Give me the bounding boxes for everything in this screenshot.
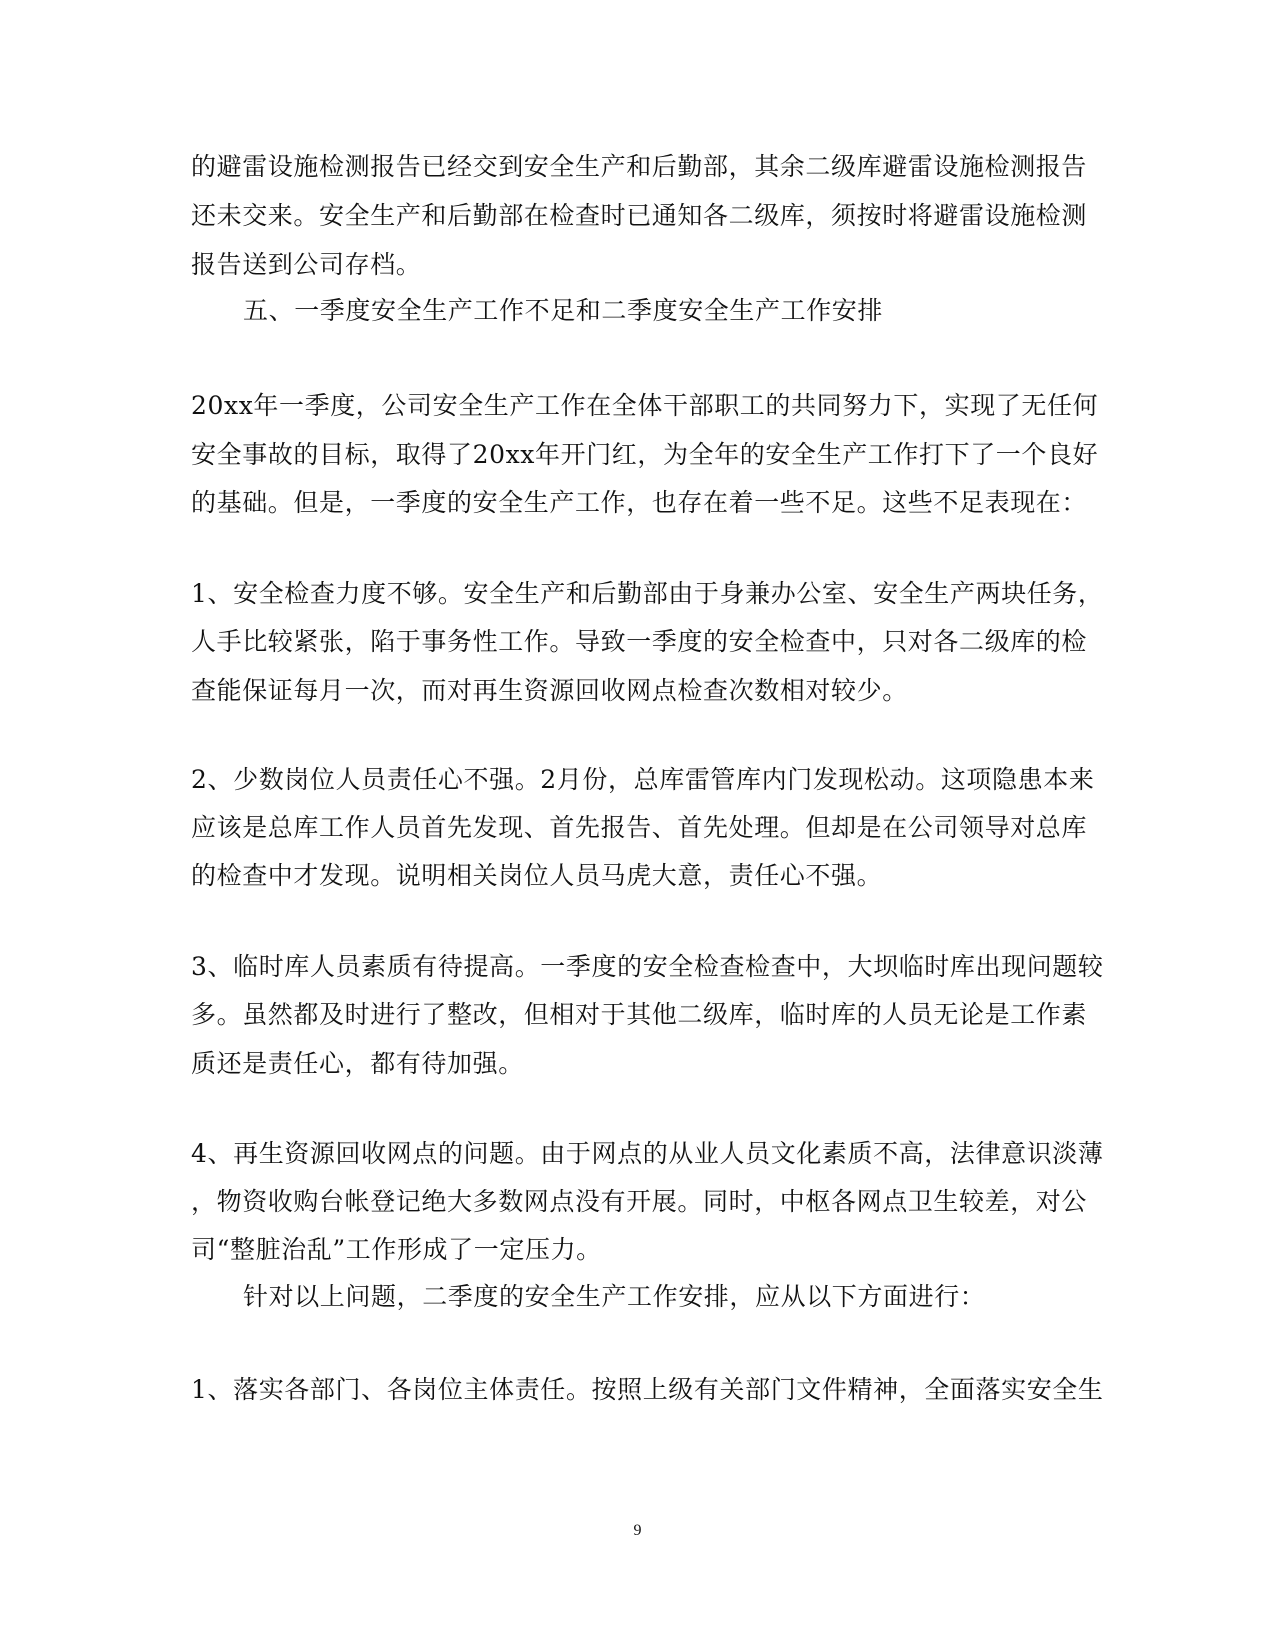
text-line: 报告送到公司存档。 <box>191 250 422 279</box>
text-line: 人手比较紧张，陷于事务性工作。导致一季度的安全检查中，只对各二级库的检 <box>191 627 1088 656</box>
text-line: 多。虽然都及时进行了整改，但相对于其他二级库，临时库的人员无论是工作素 <box>191 1000 1088 1029</box>
text-line: 应该是总库工作人员首先发现、首先报告、首先处理。但却是在公司领导对总库 <box>191 813 1088 842</box>
text-line: 的检查中才发现。说明相关岗位人员马虎大意，责任心不强。 <box>191 861 883 890</box>
text-line: 安全事故的目标，取得了20xx年开门红，为全年的安全生产工作打下了一个良好 <box>191 440 1099 469</box>
list-item-line: 2、少数岗位人员责任心不强。2月份，总库雷管库内门发现松动。这项隐患本来 <box>191 765 1095 794</box>
list-item-line: 3、临时库人员素质有待提高。一季度的安全检查检查中，大坝临时库出现问题较 <box>191 952 1104 981</box>
text-line: 质还是责任心，都有待加强。 <box>191 1049 524 1078</box>
text-line: 司“整脏治乱”工作形成了一定压力。 <box>191 1235 602 1264</box>
text-line: 还未交来。安全生产和后勤部在检查时已通知各二级库，须按时将避雷设施检测 <box>191 201 1088 230</box>
text-line: 的避雷设施检测报告已经交到安全生产和后勤部，其余二级库避雷设施检测报告 <box>191 152 1088 181</box>
text-line: 20xx年一季度，公司安全生产工作在全体干部职工的共同努力下，实现了无任何 <box>191 391 1099 420</box>
text-line: 查能保证每月一次，而对再生资源回收网点检查次数相对较少。 <box>191 676 908 705</box>
page-number: 9 <box>633 1522 642 1539</box>
text-line: ，物资收购台帐登记绝大多数网点没有开展。同时，中枢各网点卫生较差，对公 <box>191 1187 1088 1216</box>
list-item-line: 1、安全检查力度不够。安全生产和后勤部由于身兼办公室、安全生产两块任务， <box>191 579 1104 608</box>
section-heading: 五、一季度安全生产工作不足和二季度安全生产工作安排 <box>243 296 884 325</box>
text-line: 针对以上问题，二季度的安全生产工作安排，应从以下方面进行： <box>243 1282 986 1311</box>
text-line: 的基础。但是，一季度的安全生产工作，也存在着一些不足。这些不足表现在： <box>191 488 1088 517</box>
list-item-line: 4、再生资源回收网点的问题。由于网点的从业人员文化素质不高，法律意识淡薄 <box>191 1139 1104 1168</box>
list-item-line: 1、落实各部门、各岗位主体责任。按照上级有关部门文件精神，全面落实安全生 <box>191 1375 1104 1404</box>
